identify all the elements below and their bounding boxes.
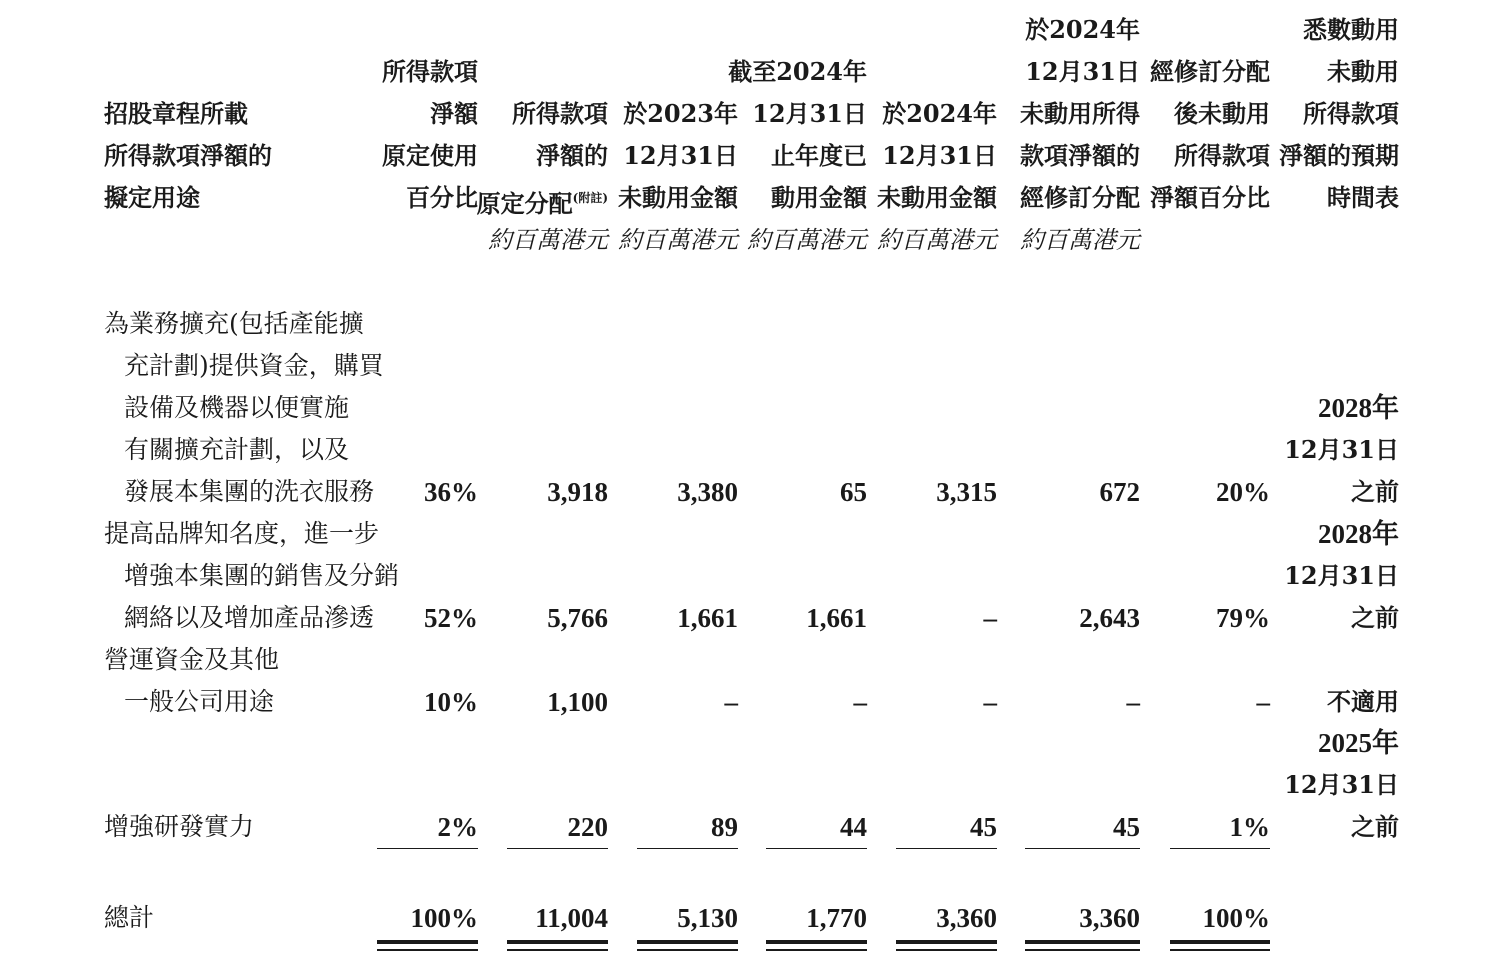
header-used-2024-line-1: 截至2024年 [728,57,867,86]
row3-purpose-line-2: 一般公司用途 [124,687,275,716]
row2-purpose-line-3: 網絡以及增加產品滲透 [124,603,375,632]
row2-timeline-line-3: 之前 [1351,603,1399,632]
unit-revised-alloc: 約百萬港元 [1020,226,1140,254]
total-double-rule [377,940,478,948]
total-double-rule-lower [896,949,997,951]
total-double-rule [1170,940,1270,948]
header-original-alloc-line-1: 所得款項 [512,99,608,128]
row2-unused-2023: 1,661 [677,603,738,633]
total-double-rule [637,940,738,948]
header-unused-2024-line-1: 於2024年 [882,99,997,128]
row4-original-pct: 2% [437,812,478,842]
row1-timeline-line-3: 之前 [1351,477,1399,506]
row3-purpose-line-1: 營運資金及其他 [104,645,280,674]
header-revised-alloc-line-4: 款項淨額的 [1020,141,1140,170]
row2-original-pct: 52% [424,603,478,633]
unit-unused-2024: 約百萬港元 [877,226,997,254]
row3-unused-2024: – [983,687,997,717]
subtotal-rule [1025,848,1140,849]
header-purpose-line-1: 招股章程所載 [104,99,248,128]
row3-unused-2023: – [724,687,738,717]
total-double-rule-lower [1025,949,1140,951]
row4-unused-2023: 89 [711,812,738,842]
header-original-pct-line-2: 淨額 [430,99,478,128]
header-revised-alloc-line-3: 未動用所得 [1020,99,1140,128]
header-revised-pct-line-2: 後未動用 [1174,99,1270,128]
header-purpose-line-3: 擬定用途 [104,183,200,212]
row3-revised-alloc: – [1126,687,1140,717]
total-double-rule [896,940,997,948]
row1-timeline-line-1: 2028年 [1318,393,1399,423]
total-label: 總計 [104,903,155,932]
total-double-rule-lower [766,949,867,951]
note-reference: (附註) [572,191,608,205]
row4-purpose-line-1: 增強研發實力 [104,812,255,841]
header-original-pct-line-1: 所得款項 [382,57,478,86]
row2-revised-pct: 79% [1216,603,1270,633]
row3-used-2024: – [853,687,867,717]
row1-original-pct: 36% [424,477,478,507]
row2-purpose-line-2: 增強本集團的銷售及分銷 [124,561,400,590]
total-double-rule-lower [507,949,608,951]
row1-purpose-line-2: 充計劃)提供資金，購買 [124,351,384,380]
header-unused-2024-line-3: 未動用金額 [877,183,997,212]
row2-unused-2024: – [983,603,997,633]
row4-original-alloc: 220 [567,812,608,842]
row2-revised-alloc: 2,643 [1079,603,1140,633]
total-double-rule-lower [637,949,738,951]
total-double-rule-lower [1170,949,1270,951]
header-unused-2023-line-2: 12月31日 [623,141,738,170]
total-unused-2024: 3,360 [936,903,997,933]
unit-original-alloc: 約百萬港元 [488,226,608,254]
header-used-2024-line-4: 動用金額 [771,183,867,212]
subtotal-rule [896,848,997,849]
row3-original-alloc: 1,100 [547,687,608,717]
row2-timeline-line-2: 12月31日 [1284,561,1399,590]
row4-revised-pct: 1% [1229,812,1270,842]
row1-revised-pct: 20% [1216,477,1270,507]
header-original-alloc-line-3 [477,177,608,225]
row1-purpose-line-4: 有關擴充計劃，以及 [124,435,350,464]
row4-revised-alloc: 45 [1113,812,1140,842]
header-original-pct-line-3: 原定使用 [382,141,478,170]
total-unused-2023: 5,130 [677,903,738,933]
row2-used-2024: 1,661 [806,603,867,633]
header-timeline-line-4: 淨額的預期 [1279,141,1399,170]
header-revised-alloc-line-1: 於2024年 [1025,15,1140,44]
header-revised-pct-line-3: 所得款項 [1174,141,1270,170]
total-double-rule-lower [377,949,478,951]
row4-unused-2024: 45 [970,812,997,842]
row2-purpose-line-1: 提高品牌知名度，進一步 [104,519,380,548]
header-unused-2023-line-3: 未動用金額 [618,183,738,212]
row1-unused-2023: 3,380 [677,477,738,507]
header-purpose-line-2: 所得款項淨額的 [104,141,272,170]
row1-purpose-line-3: 設備及機器以便實施 [124,393,350,422]
row1-unused-2024: 3,315 [936,477,997,507]
header-used-2024-line-3: 止年度已 [771,141,867,170]
row4-timeline-line-2: 12月31日 [1284,770,1399,799]
row3-timeline: 不適用 [1327,687,1399,716]
total-revised-alloc: 3,360 [1079,903,1140,933]
row1-revised-alloc: 672 [1099,477,1140,507]
total-used-2024: 1,770 [806,903,867,933]
header-timeline-line-1: 悉數動用 [1303,15,1399,44]
subtotal-rule [507,848,608,849]
row4-timeline-line-1: 2025年 [1318,728,1399,758]
total-double-rule [766,940,867,948]
header-revised-alloc-line-2: 12月31日 [1025,57,1140,86]
unit-used-2024: 約百萬港元 [747,226,867,254]
row1-purpose-line-1: 為業務擴充(包括產能擴 [104,309,364,338]
header-unused-2023-line-1: 於2023年 [623,99,738,128]
header-used-2024-line-2: 12月31日 [752,99,867,128]
row2-timeline-line-1: 2028年 [1318,519,1399,549]
row1-timeline-line-2: 12月31日 [1284,435,1399,464]
header-timeline-line-5: 時間表 [1327,183,1399,212]
row1-used-2024: 65 [840,477,867,507]
subtotal-rule [377,848,478,849]
total-original-alloc: 11,004 [535,903,608,933]
row3-revised-pct: – [1256,687,1270,717]
header-revised-pct-line-1: 經修訂分配 [1150,57,1270,86]
row4-timeline-line-3: 之前 [1351,812,1399,841]
header-original-alloc-text: 原定分配 [476,189,573,218]
header-timeline-line-2: 未動用 [1327,57,1399,86]
total-double-rule [1025,940,1140,948]
row4-used-2024: 44 [840,812,867,842]
row2-original-alloc: 5,766 [547,603,608,633]
row1-original-alloc: 3,918 [547,477,608,507]
header-original-alloc-line-2: 淨額的 [536,141,608,170]
header-revised-alloc-line-5: 經修訂分配 [1020,183,1140,212]
subtotal-rule [766,848,867,849]
header-unused-2024-line-2: 12月31日 [882,141,997,170]
header-original-pct-line-4: 百分比 [406,183,478,212]
unit-unused-2023: 約百萬港元 [618,226,738,254]
row3-original-pct: 10% [424,687,478,717]
total-original-pct: 100% [410,903,478,933]
row1-purpose-line-5: 發展本集團的洗衣服務 [124,477,375,506]
total-double-rule [507,940,608,948]
total-revised-pct: 100% [1202,903,1270,933]
subtotal-rule [1170,848,1270,849]
header-timeline-line-3: 所得款項 [1303,99,1399,128]
header-revised-pct-line-4: 淨額百分比 [1150,183,1270,212]
subtotal-rule [637,848,738,849]
